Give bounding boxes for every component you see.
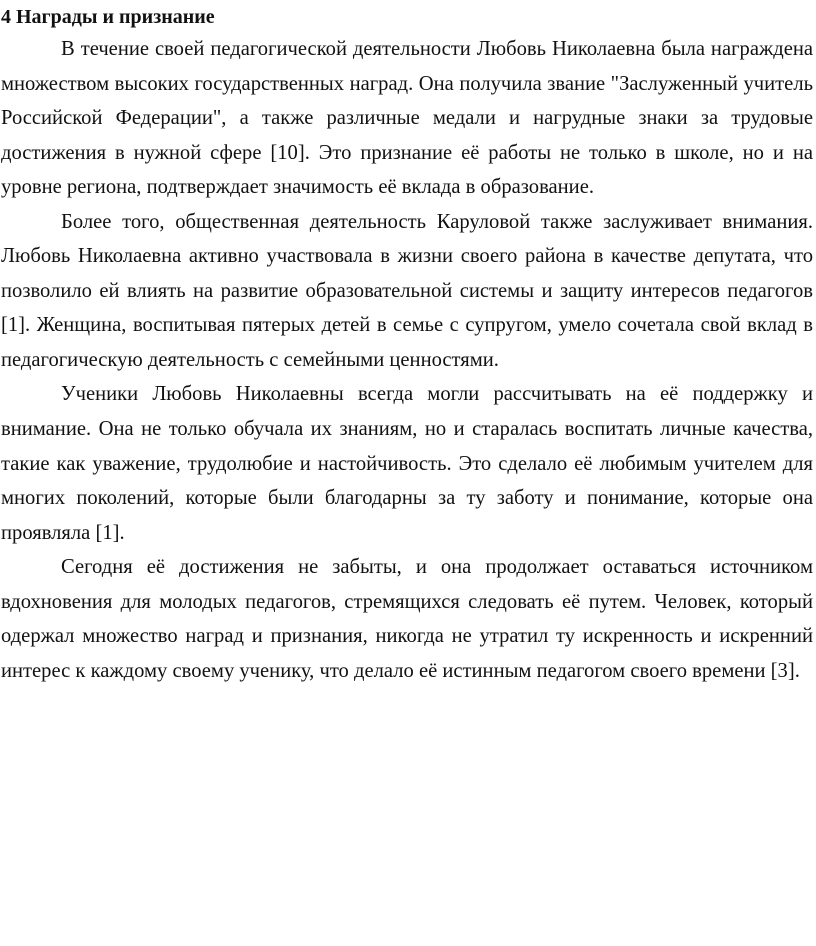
paragraph-public-activity: Более того, общественная деятельность Каруловой также заслуживает внимания. Любовь Николаевна активно участвовала в жизни своего района в качестве депутата, что позволило ей влиять на развитие образовательной системы и защиту интересов педагогов [1]. Женщина, воспитывая пятерых детей в семье с супругом, умело сочетала свой вклад в педагогическую деятельность с семейными ценностями. bbox=[1, 210, 813, 371]
paragraph-legacy: Сегодня её достижения не забыты, и она продолжает оставаться источником вдохновения для молодых педагогов, стремящихся следовать её путем. Человек, который одержал множество наград и признания, никогда не утратил ту искренность и искренний интерес к каждому своему ученику, что делало её истинным педагогом своего времени [3]. bbox=[1, 556, 813, 682]
paragraph-students: Ученики Любовь Николаевны всегда могли рассчитывать на её поддержку и внимание. Она не только обучала их знаниям, но и старалась воспитать личные качества, такие как уважение, трудолюбие и настойчивость. Это сделало её любимым учителем для многих поколений, которые были благодарны за ту заботу и понимание, которые она проявляла [1]. bbox=[1, 383, 813, 544]
section-heading: 4 Награды и признание bbox=[1, 6, 215, 28]
paragraph-awards: В течение своей педагогической деятельности Любовь Николаевна была награждена множеством высоких государственных наград. Она получила звание "Заслуженный учитель Российской Федерации", а также различные медали и нагрудные знаки за трудовые достижения в нужной сфере [10]. Это признание её работы не только в школе, но и на уровне региона, подтверждает значимость её вклада в образование. bbox=[1, 38, 813, 199]
